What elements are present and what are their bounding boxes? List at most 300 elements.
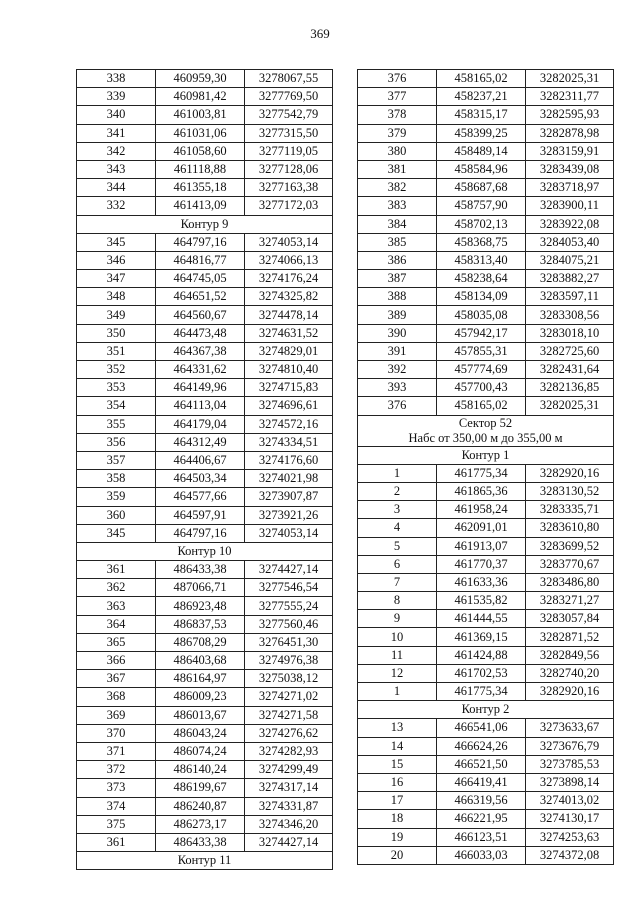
table-row: [77, 361, 333, 379]
table-row: [358, 361, 614, 379]
coordinates-table-left: [76, 69, 333, 870]
x-coordinate-cell: 486009,23: [156, 688, 245, 706]
point-number-cell: 376: [358, 70, 437, 88]
y-coordinate-cell: 3282871,52: [526, 628, 614, 646]
x-coordinate-cell: 458313,40: [437, 251, 526, 269]
point-number-cell: 349: [77, 306, 156, 324]
table-row: [77, 197, 333, 215]
table-row: [77, 506, 333, 524]
contour-heading-row: [77, 215, 333, 233]
y-coordinate-cell: 3274317,14: [245, 779, 333, 797]
point-number-cell: 338: [77, 70, 156, 88]
point-number-cell: 332: [77, 197, 156, 215]
table-row: [358, 537, 614, 555]
y-coordinate-cell: 3276451,30: [245, 633, 333, 651]
table-row: [358, 646, 614, 664]
page-number: 369: [310, 26, 330, 41]
y-coordinate-cell: 3277555,24: [245, 597, 333, 615]
point-number-cell: 390: [358, 324, 437, 342]
x-coordinate-cell: 458584,96: [437, 160, 526, 178]
contour-heading: Контур 9: [77, 215, 333, 233]
point-number-cell: 381: [358, 160, 437, 178]
point-number-cell: 20: [358, 846, 437, 864]
point-number-cell: 15: [358, 755, 437, 773]
point-number-cell: 355: [77, 415, 156, 433]
table-row: [358, 70, 614, 88]
x-coordinate-cell: 464816,77: [156, 251, 245, 269]
point-number-cell: 14: [358, 737, 437, 755]
table-row: [77, 597, 333, 615]
x-coordinate-cell: 486837,53: [156, 615, 245, 633]
point-number-cell: 343: [77, 160, 156, 178]
point-number-cell: 389: [358, 306, 437, 324]
x-coordinate-cell: 462091,01: [437, 519, 526, 537]
x-coordinate-cell: 458315,17: [437, 106, 526, 124]
point-number-cell: 344: [77, 179, 156, 197]
x-coordinate-cell: 461702,53: [437, 664, 526, 682]
point-number-cell: 342: [77, 142, 156, 160]
point-number-cell: 378: [358, 106, 437, 124]
y-coordinate-cell: 3283597,11: [526, 288, 614, 306]
point-number-cell: 385: [358, 233, 437, 251]
x-coordinate-cell: 458368,75: [437, 233, 526, 251]
x-coordinate-cell: 461444,55: [437, 610, 526, 628]
y-coordinate-cell: 3282431,64: [526, 361, 614, 379]
y-coordinate-cell: 3283718,97: [526, 179, 614, 197]
table-row: [358, 555, 614, 573]
table-row: [358, 215, 614, 233]
y-coordinate-cell: 3284075,21: [526, 251, 614, 269]
table-row: [77, 833, 333, 851]
x-coordinate-cell: 460959,30: [156, 70, 245, 88]
point-number-cell: 7: [358, 573, 437, 591]
y-coordinate-cell: 3283770,67: [526, 555, 614, 573]
table-row: [358, 379, 614, 397]
point-number-cell: 363: [77, 597, 156, 615]
y-coordinate-cell: 3273907,87: [245, 488, 333, 506]
table-row: [358, 810, 614, 828]
x-coordinate-cell: 466541,06: [437, 719, 526, 737]
y-coordinate-cell: 3274021,98: [245, 470, 333, 488]
x-coordinate-cell: 461031,06: [156, 124, 245, 142]
y-coordinate-cell: 3274282,93: [245, 742, 333, 760]
point-number-cell: 19: [358, 828, 437, 846]
table-row: [77, 524, 333, 542]
x-coordinate-cell: 464406,67: [156, 451, 245, 469]
table-row: [358, 197, 614, 215]
y-coordinate-cell: 3274572,16: [245, 415, 333, 433]
table-row: [358, 519, 614, 537]
table-row: [77, 488, 333, 506]
table-row: [77, 124, 333, 142]
x-coordinate-cell: 486074,24: [156, 742, 245, 760]
point-number-cell: 366: [77, 652, 156, 670]
x-coordinate-cell: 458165,02: [437, 70, 526, 88]
x-coordinate-cell: 464745,05: [156, 270, 245, 288]
y-coordinate-cell: 3273785,53: [526, 755, 614, 773]
point-number-cell: 346: [77, 251, 156, 269]
contour-heading-row: [77, 542, 333, 560]
table-row: [77, 179, 333, 197]
y-coordinate-cell: 3274334,51: [245, 433, 333, 451]
x-coordinate-cell: 464179,04: [156, 415, 245, 433]
point-number-cell: 1: [358, 464, 437, 482]
y-coordinate-cell: 3283699,52: [526, 537, 614, 555]
y-coordinate-cell: 3283486,80: [526, 573, 614, 591]
table-row: [77, 415, 333, 433]
contour-heading-row: [358, 446, 614, 464]
point-number-cell: 18: [358, 810, 437, 828]
y-coordinate-cell: 3274427,14: [245, 833, 333, 851]
table-row: [358, 160, 614, 178]
table-row: [77, 724, 333, 742]
table-row: [358, 592, 614, 610]
table-row: [77, 288, 333, 306]
x-coordinate-cell: 461913,07: [437, 537, 526, 555]
point-number-cell: 351: [77, 342, 156, 360]
point-number-cell: 13: [358, 719, 437, 737]
y-coordinate-cell: 3274976,38: [245, 652, 333, 670]
x-coordinate-cell: 461003,81: [156, 106, 245, 124]
x-coordinate-cell: 461413,09: [156, 197, 245, 215]
table-row: [358, 106, 614, 124]
table-row: [358, 306, 614, 324]
point-number-cell: 16: [358, 773, 437, 791]
table-row: [77, 670, 333, 688]
contour-heading-row: [358, 701, 614, 719]
x-coordinate-cell: 464651,52: [156, 288, 245, 306]
table-row: [358, 179, 614, 197]
sector-title: Сектор 52: [458, 415, 513, 430]
y-coordinate-cell: 3277119,05: [245, 142, 333, 160]
y-coordinate-cell: 3284053,40: [526, 233, 614, 251]
point-number-cell: 339: [77, 88, 156, 106]
y-coordinate-cell: 3283882,27: [526, 270, 614, 288]
x-coordinate-cell: 458134,09: [437, 288, 526, 306]
table-row: [358, 88, 614, 106]
point-number-cell: 352: [77, 361, 156, 379]
table-row: [77, 397, 333, 415]
point-number-cell: 8: [358, 592, 437, 610]
y-coordinate-cell: 3273633,67: [526, 719, 614, 737]
y-coordinate-cell: 3274325,82: [245, 288, 333, 306]
table-row: [77, 106, 333, 124]
x-coordinate-cell: 461865,36: [437, 482, 526, 500]
point-number-cell: 371: [77, 742, 156, 760]
table-row: [358, 755, 614, 773]
y-coordinate-cell: 3274271,58: [245, 706, 333, 724]
table-row: [77, 160, 333, 178]
x-coordinate-cell: 464597,91: [156, 506, 245, 524]
x-coordinate-cell: 457700,43: [437, 379, 526, 397]
x-coordinate-cell: 486164,97: [156, 670, 245, 688]
table-row: [77, 652, 333, 670]
table-row: [77, 615, 333, 633]
x-coordinate-cell: 461535,82: [437, 592, 526, 610]
coordinates-table-right: [357, 69, 614, 865]
x-coordinate-cell: 486043,24: [156, 724, 245, 742]
table-row: [358, 342, 614, 360]
point-number-cell: 359: [77, 488, 156, 506]
table-row: [77, 88, 333, 106]
table-row: [77, 433, 333, 451]
table-row: [358, 124, 614, 142]
x-coordinate-cell: 464577,66: [156, 488, 245, 506]
table-row: [77, 233, 333, 251]
point-number-cell: 12: [358, 664, 437, 682]
point-number-cell: 361: [77, 833, 156, 851]
table-row: [358, 773, 614, 791]
table-row: [77, 324, 333, 342]
y-coordinate-cell: 3274253,63: [526, 828, 614, 846]
point-number-cell: 387: [358, 270, 437, 288]
y-coordinate-cell: 3273898,14: [526, 773, 614, 791]
point-number-cell: 364: [77, 615, 156, 633]
x-coordinate-cell: 466319,56: [437, 792, 526, 810]
y-coordinate-cell: 3273921,26: [245, 506, 333, 524]
x-coordinate-cell: 461775,34: [437, 683, 526, 701]
point-number-cell: 369: [77, 706, 156, 724]
x-coordinate-cell: 486403,68: [156, 652, 245, 670]
y-coordinate-cell: 3277546,54: [245, 579, 333, 597]
y-coordinate-cell: 3274053,14: [245, 233, 333, 251]
table-row: [77, 451, 333, 469]
sector-heading: [358, 415, 614, 446]
sector-height-range: Набс от 350,00 м до 355,00 м: [408, 430, 563, 445]
point-number-cell: 373: [77, 779, 156, 797]
y-coordinate-cell: 3282025,31: [526, 397, 614, 415]
point-number-cell: 383: [358, 197, 437, 215]
point-number-cell: 5: [358, 537, 437, 555]
x-coordinate-cell: 458489,14: [437, 142, 526, 160]
table-row: [77, 306, 333, 324]
point-number-cell: 361: [77, 561, 156, 579]
x-coordinate-cell: 460981,42: [156, 88, 245, 106]
table-row: [358, 573, 614, 591]
x-coordinate-cell: 486013,67: [156, 706, 245, 724]
y-coordinate-cell: 3277128,06: [245, 160, 333, 178]
point-number-cell: 9: [358, 610, 437, 628]
table-row: [358, 288, 614, 306]
table-row: [358, 324, 614, 342]
table-row: [358, 846, 614, 864]
x-coordinate-cell: 486240,87: [156, 797, 245, 815]
y-coordinate-cell: 3274066,13: [245, 251, 333, 269]
y-coordinate-cell: 3277542,79: [245, 106, 333, 124]
y-coordinate-cell: 3277172,03: [245, 197, 333, 215]
x-coordinate-cell: 461770,37: [437, 555, 526, 573]
y-coordinate-cell: 3274271,02: [245, 688, 333, 706]
table-row: [77, 706, 333, 724]
point-number-cell: 367: [77, 670, 156, 688]
x-coordinate-cell: 464560,67: [156, 306, 245, 324]
x-coordinate-cell: 466033,03: [437, 846, 526, 864]
point-number-cell: 11: [358, 646, 437, 664]
x-coordinate-cell: 461958,24: [437, 501, 526, 519]
point-number-cell: 380: [358, 142, 437, 160]
contour-heading: Контур 1: [358, 446, 614, 464]
table-row: [77, 142, 333, 160]
x-coordinate-cell: 458757,90: [437, 197, 526, 215]
table-row: [358, 464, 614, 482]
table-row: [77, 742, 333, 760]
point-number-cell: 379: [358, 124, 437, 142]
point-number-cell: 341: [77, 124, 156, 142]
table-row: [358, 628, 614, 646]
point-number-cell: 347: [77, 270, 156, 288]
point-number-cell: 345: [77, 233, 156, 251]
x-coordinate-cell: 464149,96: [156, 379, 245, 397]
point-number-cell: 391: [358, 342, 437, 360]
point-number-cell: 356: [77, 433, 156, 451]
y-coordinate-cell: 3283900,11: [526, 197, 614, 215]
x-coordinate-cell: 464473,48: [156, 324, 245, 342]
y-coordinate-cell: 3282920,16: [526, 464, 614, 482]
x-coordinate-cell: 487066,71: [156, 579, 245, 597]
y-coordinate-cell: 3282136,85: [526, 379, 614, 397]
table-row: [358, 828, 614, 846]
table-row: [358, 397, 614, 415]
point-number-cell: 393: [358, 379, 437, 397]
y-coordinate-cell: 3273676,79: [526, 737, 614, 755]
table-row: [77, 342, 333, 360]
sector-heading-row: [358, 415, 614, 446]
x-coordinate-cell: 458237,21: [437, 88, 526, 106]
point-number-cell: 2: [358, 482, 437, 500]
point-number-cell: 368: [77, 688, 156, 706]
table-row: [358, 251, 614, 269]
x-coordinate-cell: 464367,38: [156, 342, 245, 360]
y-coordinate-cell: 3283922,08: [526, 215, 614, 233]
point-number-cell: 374: [77, 797, 156, 815]
point-number-cell: 10: [358, 628, 437, 646]
table-row: [77, 633, 333, 651]
x-coordinate-cell: 464797,16: [156, 524, 245, 542]
point-number-cell: 370: [77, 724, 156, 742]
point-number-cell: 376: [358, 397, 437, 415]
x-coordinate-cell: 486199,67: [156, 779, 245, 797]
y-coordinate-cell: 3274053,14: [245, 524, 333, 542]
y-coordinate-cell: 3283018,10: [526, 324, 614, 342]
y-coordinate-cell: 3283159,91: [526, 142, 614, 160]
contour-heading: Контур 11: [77, 852, 333, 870]
x-coordinate-cell: 464113,04: [156, 397, 245, 415]
y-coordinate-cell: 3274331,87: [245, 797, 333, 815]
table-row: [358, 683, 614, 701]
y-coordinate-cell: 3282849,56: [526, 646, 614, 664]
contour-heading: Контур 10: [77, 542, 333, 560]
table-row: [358, 482, 614, 500]
x-coordinate-cell: 486923,48: [156, 597, 245, 615]
table-row: [358, 270, 614, 288]
point-number-cell: 384: [358, 215, 437, 233]
x-coordinate-cell: 461775,34: [437, 464, 526, 482]
table-row: [77, 579, 333, 597]
x-coordinate-cell: 461058,60: [156, 142, 245, 160]
x-coordinate-cell: 466419,41: [437, 773, 526, 791]
y-coordinate-cell: 3283130,52: [526, 482, 614, 500]
contour-heading-row: [77, 852, 333, 870]
x-coordinate-cell: 486140,24: [156, 761, 245, 779]
point-number-cell: 388: [358, 288, 437, 306]
y-coordinate-cell: 3278067,55: [245, 70, 333, 88]
x-coordinate-cell: 458687,68: [437, 179, 526, 197]
y-coordinate-cell: 3282595,93: [526, 106, 614, 124]
point-number-cell: 358: [77, 470, 156, 488]
point-number-cell: 375: [77, 815, 156, 833]
y-coordinate-cell: 3282725,60: [526, 342, 614, 360]
y-coordinate-cell: 3277769,50: [245, 88, 333, 106]
x-coordinate-cell: 457855,31: [437, 342, 526, 360]
point-number-cell: 382: [358, 179, 437, 197]
table-row: [77, 270, 333, 288]
y-coordinate-cell: 3282311,77: [526, 88, 614, 106]
x-coordinate-cell: 458238,64: [437, 270, 526, 288]
table-row: [358, 142, 614, 160]
x-coordinate-cell: 457774,69: [437, 361, 526, 379]
table-row: [358, 737, 614, 755]
point-number-cell: 386: [358, 251, 437, 269]
table-row: [77, 815, 333, 833]
y-coordinate-cell: 3274346,20: [245, 815, 333, 833]
y-coordinate-cell: 3283335,71: [526, 501, 614, 519]
y-coordinate-cell: 3282920,16: [526, 683, 614, 701]
y-coordinate-cell: 3274631,52: [245, 324, 333, 342]
y-coordinate-cell: 3274372,08: [526, 846, 614, 864]
table-row: [77, 779, 333, 797]
point-number-cell: 4: [358, 519, 437, 537]
y-coordinate-cell: 3274176,60: [245, 451, 333, 469]
y-coordinate-cell: 3283610,80: [526, 519, 614, 537]
point-number-cell: 1: [358, 683, 437, 701]
x-coordinate-cell: 461633,36: [437, 573, 526, 591]
x-coordinate-cell: 458399,25: [437, 124, 526, 142]
table-row: [358, 501, 614, 519]
point-number-cell: 6: [358, 555, 437, 573]
y-coordinate-cell: 3283439,08: [526, 160, 614, 178]
x-coordinate-cell: 486433,38: [156, 833, 245, 851]
x-coordinate-cell: 461355,18: [156, 179, 245, 197]
point-number-cell: 372: [77, 761, 156, 779]
x-coordinate-cell: 486273,17: [156, 815, 245, 833]
table-row: [358, 664, 614, 682]
point-number-cell: 362: [77, 579, 156, 597]
y-coordinate-cell: 3274478,14: [245, 306, 333, 324]
table-row: [77, 761, 333, 779]
y-coordinate-cell: 3274696,61: [245, 397, 333, 415]
table-row: [77, 379, 333, 397]
x-coordinate-cell: 486708,29: [156, 633, 245, 651]
table-row: [358, 792, 614, 810]
contour-heading: Контур 2: [358, 701, 614, 719]
point-number-cell: 340: [77, 106, 156, 124]
x-coordinate-cell: 466521,50: [437, 755, 526, 773]
y-coordinate-cell: 3282025,31: [526, 70, 614, 88]
point-number-cell: 357: [77, 451, 156, 469]
point-number-cell: 3: [358, 501, 437, 519]
x-coordinate-cell: 458702,13: [437, 215, 526, 233]
point-number-cell: 377: [358, 88, 437, 106]
y-coordinate-cell: 3282878,98: [526, 124, 614, 142]
y-coordinate-cell: 3277560,46: [245, 615, 333, 633]
y-coordinate-cell: 3274276,62: [245, 724, 333, 742]
x-coordinate-cell: 466221,95: [437, 810, 526, 828]
point-number-cell: 353: [77, 379, 156, 397]
table-row: [77, 470, 333, 488]
point-number-cell: 392: [358, 361, 437, 379]
y-coordinate-cell: 3283057,84: [526, 610, 614, 628]
table-row: [77, 70, 333, 88]
